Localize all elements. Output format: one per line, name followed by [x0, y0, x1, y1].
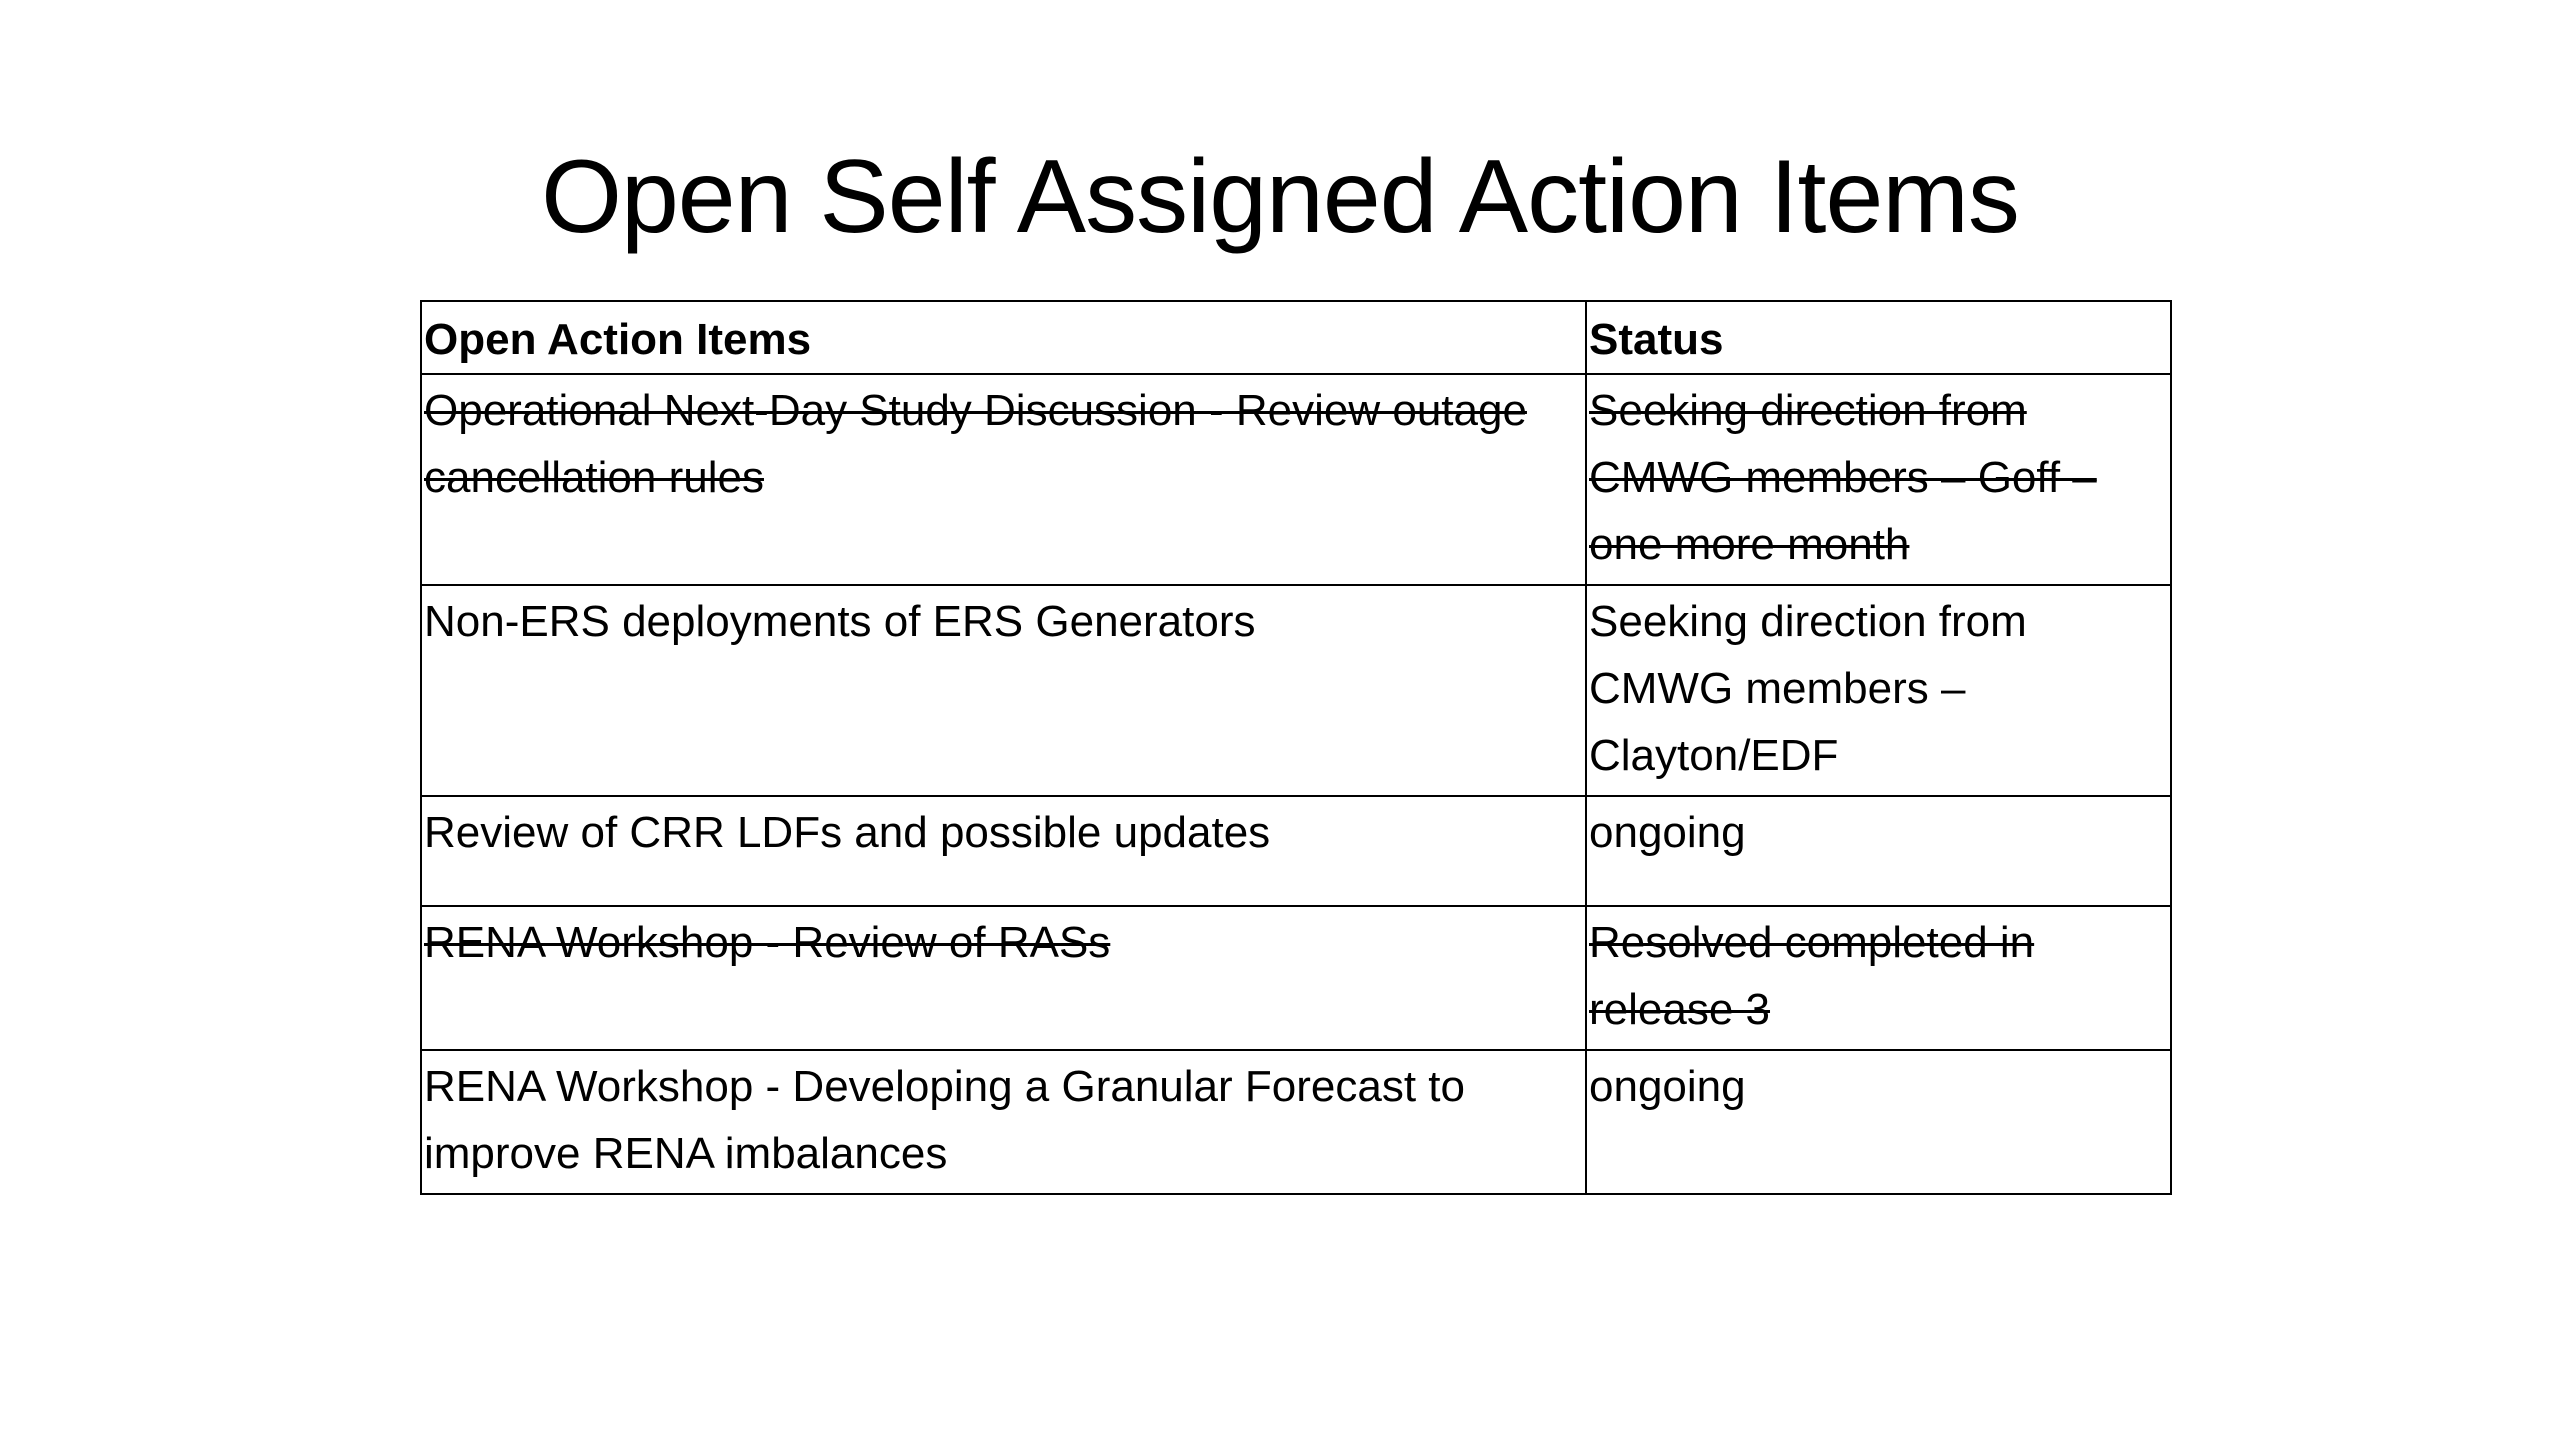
action-item-cell: Non-ERS deployments of ERS Generators — [421, 585, 1586, 796]
table-header-row — [421, 301, 2171, 374]
action-item-cell: Operational Next-Day Study Discussion - Review outage cancellation rules — [421, 374, 1586, 585]
action-item-cell: RENA Workshop - Developing a Granular Forecast to improve RENA imbalances — [421, 1050, 1586, 1194]
slide-title: Open Self Assigned Action Items — [541, 139, 2019, 255]
table-row — [421, 585, 2171, 796]
action-items-table — [420, 300, 2172, 1195]
table-row — [421, 1050, 2171, 1194]
table-row — [421, 374, 2171, 585]
status-cell: ongoing — [1586, 1050, 2171, 1194]
status-cell: Seeking direction from CMWG members – Clayton/EDF — [1586, 585, 2171, 796]
action-item-cell: RENA Workshop - Review of RASs — [421, 906, 1586, 1050]
header-open-action-items: Open Action Items — [421, 301, 1586, 374]
status-cell: Seeking direction from CMWG members – Goff – one more month — [1586, 374, 2171, 585]
status-cell: Resolved completed in release 3 — [1586, 906, 2171, 1050]
header-status: Status — [1586, 301, 2171, 374]
table-row — [421, 906, 2171, 1050]
action-item-cell: Review of CRR LDFs and possible updates — [421, 796, 1586, 906]
status-cell: ongoing — [1586, 796, 2171, 906]
table-row — [421, 796, 2171, 906]
